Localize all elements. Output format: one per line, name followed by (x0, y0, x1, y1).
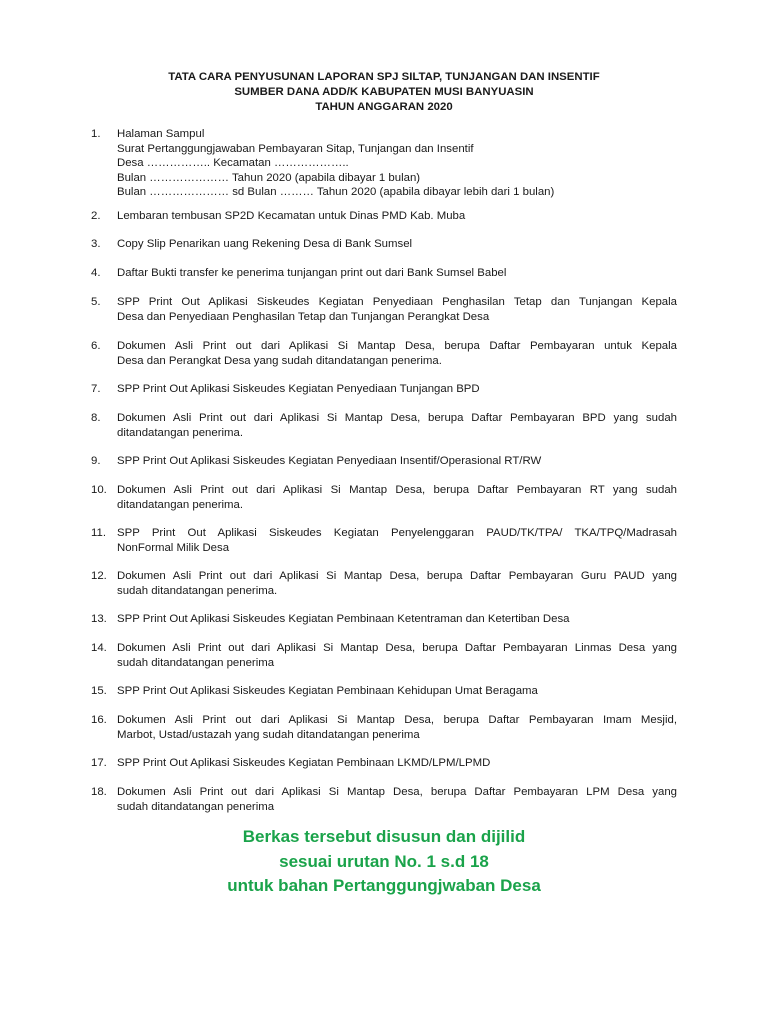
list-item-number: 4. (91, 267, 101, 279)
list-item-number: 3. (91, 238, 101, 250)
list-item-line: SPP Print Out Aplikasi Siskeudes Kegiatan Pembinaan LKMD/LPM/LPMD (117, 757, 491, 769)
list-item-number: 16. (91, 714, 107, 726)
list-item-line: SPP Print Out Aplikasi Siskeudes Kegiatan Pembinaan Ketentraman dan Ketertiban Desa (117, 613, 570, 625)
list-item-number: 13. (91, 613, 107, 625)
list-item-text (117, 641, 677, 670)
list-item-line: Desa dan Perangkat Desa yang sudah ditandatangan penerima. (117, 354, 442, 367)
list-item-text (117, 483, 677, 512)
list-item-line: Dokumen Asli Print out dari Aplikasi Si Mantap Desa, berupa Daftar Pembayaran BPD yang sudah (117, 412, 677, 424)
list-item-text (117, 339, 677, 368)
list-item-line: SPP Print Out Aplikasi Siskeudes Kegiatan Penyediaan Penghasilan Tetap dan Tunjangan Kepala (117, 296, 677, 308)
list-item-text (117, 411, 677, 440)
list-item-number: 10. (91, 484, 107, 496)
list-item-text (117, 237, 677, 252)
list-item-line: Marbot, Ustad/ustazah yang sudah ditandatangan penerima (117, 728, 420, 741)
list-item-text (117, 713, 677, 742)
list-item-number: 8. (91, 412, 101, 424)
list-item-text (117, 454, 677, 469)
list-item-line: SPP Print Out Aplikasi Siskeudes Kegiatan Penyediaan Tunjangan BPD (117, 383, 480, 395)
list-item-text (117, 127, 677, 200)
list-item-number: 18. (91, 786, 107, 798)
list-item-text (117, 382, 677, 397)
list-item-text (117, 756, 677, 771)
list-item-line: Dokumen Asli Print out dari Aplikasi Si Mantap Desa, berupa Daftar Pembayaran Imam Mesjid, (117, 714, 677, 726)
list-item-number: 15. (91, 685, 107, 697)
list-item-number: 17. (91, 757, 107, 769)
list-item-line: Dokumen Asli Print out dari Aplikasi Si Mantap Desa, berupa Daftar Pembayaran LPM Desa yang (117, 786, 677, 798)
list-item-line: Desa dan Penyediaan Penghasilan Tetap dan Tunjangan Perangkat Desa (117, 310, 490, 323)
list-item-line: SPP Print Out Aplikasi Siskeudes Kegiatan Penyelenggaran PAUD/TK/TPA/ TKA/TPQ/Madrasah (117, 527, 677, 539)
list-item-text (117, 266, 677, 281)
list-item-line: Halaman Sampul (117, 128, 205, 140)
list-item-text (117, 526, 677, 555)
list-item-number: 6. (91, 340, 101, 352)
list-item-number: 2. (91, 210, 101, 222)
list-item-line: Dokumen Asli Print out dari Aplikasi Si Mantap Desa, berupa Daftar Pembayaran untuk Kepala (117, 340, 677, 352)
list-item-line: Bulan ………………… Tahun 2020 (apabila dibayar 1 bulan) (117, 171, 421, 184)
list-item-line: ditandatangan penerima. (117, 426, 244, 439)
list-item-line: Daftar Bukti transfer ke penerima tunjangan print out dari Bank Sumsel Babel (117, 267, 507, 279)
list-item-line: SPP Print Out Aplikasi Siskeudes Kegiatan Penyediaan Insentif/Operasional RT/RW (117, 455, 542, 467)
closing-note-line-3: untuk bahan Pertanggungjwaban Desa (227, 876, 541, 895)
document-title-line-1: TATA CARA PENYUSUNAN LAPORAN SPJ SILTAP, TUNJANGAN DAN INSENTIF (168, 71, 600, 83)
list-item-line: ditandatangan penerima. (117, 498, 244, 511)
list-item-line: Bulan ………………… sd Bulan ……… Tahun 2020 (apabila dibayar lebih dari 1 bulan) (117, 186, 555, 199)
list-item-line: NonFormal Milik Desa (117, 541, 230, 554)
list-item-line: sudah ditandatangan penerima. (117, 584, 278, 597)
closing-note-line-2: sesuai urutan No. 1 s.d 18 (279, 852, 489, 871)
list-item-text (117, 209, 677, 224)
list-item-line: sudah ditandatangan penerima (117, 656, 275, 669)
list-item-line: Copy Slip Penarikan uang Rekening Desa di Bank Sumsel (117, 238, 413, 250)
list-item-line: sudah ditandatangan penerima (117, 800, 275, 813)
list-item-number: 11. (91, 527, 106, 539)
list-item-text (117, 684, 677, 699)
list-item-text (117, 295, 677, 324)
list-item-line: SPP Print Out Aplikasi Siskeudes Kegiatan Pembinaan Kehidupan Umat Beragama (117, 685, 538, 697)
list-item-line: Dokumen Asli Print out dari Aplikasi Si Mantap Desa, berupa Daftar Pembayaran Linmas Desa yang (117, 642, 677, 654)
list-item-number: 14. (91, 642, 107, 654)
list-item-number: 5. (91, 296, 101, 308)
list-item-line: Lembaran tembusan SP2D Kecamatan untuk Dinas PMD Kab. Muba (117, 210, 466, 222)
list-item-text (117, 612, 677, 627)
document-title-line-2: SUMBER DANA ADD/K KABUPATEN MUSI BANYUASIN (234, 86, 534, 98)
list-item-line: Dokumen Asli Print out dari Aplikasi Si Mantap Desa, berupa Daftar Pembayaran RT yang sudah (117, 484, 677, 496)
list-item-number: 12. (91, 570, 107, 582)
list-item-text (117, 569, 677, 598)
list-item-line: Dokumen Asli Print out dari Aplikasi Si Mantap Desa, berupa Daftar Pembayaran Guru PAUD yang (117, 570, 677, 582)
list-item-text (117, 785, 677, 814)
list-item-line: Desa …………….. Kecamatan ……………….. (117, 157, 349, 170)
closing-note-line-1: Berkas tersebut disusun dan dijilid (242, 827, 526, 846)
list-item-number: 9. (91, 455, 101, 467)
list-item-line: Surat Pertanggungjawaban Pembayaran Sitap, Tunjangan dan Insentif (117, 142, 474, 155)
document-title-line-3: TAHUN ANGGARAN 2020 (315, 101, 453, 113)
list-item-number: 1. (91, 128, 101, 140)
list-item-number: 7. (91, 383, 101, 395)
